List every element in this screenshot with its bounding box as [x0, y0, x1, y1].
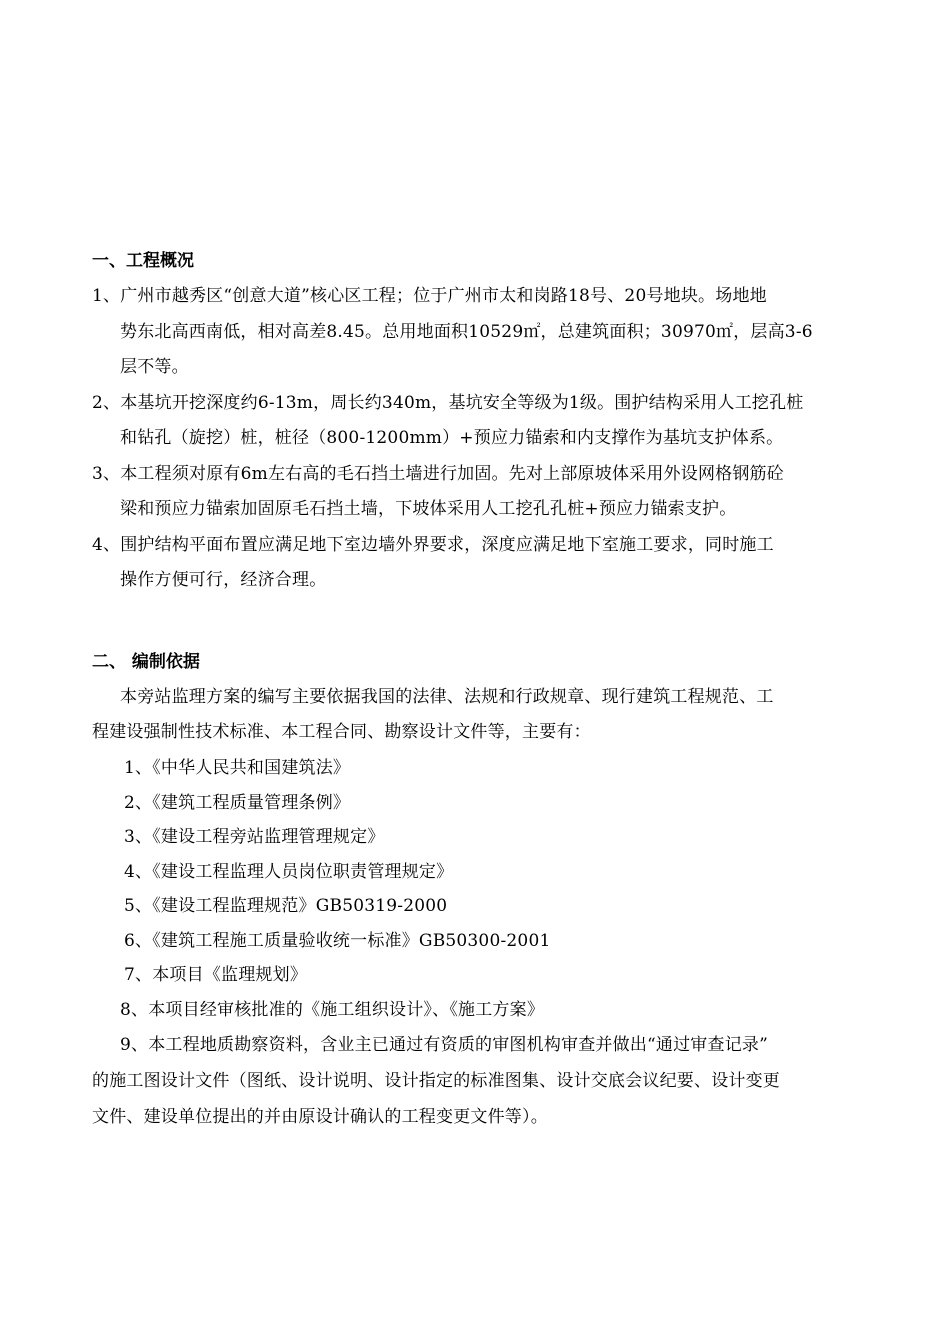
basis-list-item: 7、本项目《监理规划》: [124, 965, 308, 985]
section-heading-overview: 一、工程概况: [92, 251, 194, 271]
basis-list-item: 6、《建筑工程施工质量验收统一标准》GB50300-2001: [124, 931, 551, 951]
overview-item-4-line-1: 4、围护结构平面布置应满足地下室边墙外界要求，深度应满足地下室施工要求，同时施工: [92, 535, 774, 555]
basis-list-item: 3、《建设工程旁站监理管理规定》: [124, 827, 385, 847]
overview-item-1-line-1: 1、广州市越秀区“创意大道”核心区工程；位于广州市太和岗路18号、20号地块。场地地: [92, 286, 767, 306]
basis-item-9-line-1: 9、本工程地质勘察资料，含业主已通过有资质的审图机构审查并做出“通过审查记录”: [120, 1035, 768, 1055]
basis-list-item: 2、《建筑工程质量管理条例》: [124, 793, 351, 813]
overview-item-3-line-2: 梁和预应力锚索加固原毛石挡土墙，下坡体采用人工挖孔孔桩+预应力锚索支护。: [120, 499, 737, 519]
overview-item-1-line-3: 层不等。: [120, 357, 189, 377]
overview-item-4-line-2: 操作方便可行，经济合理。: [120, 570, 327, 590]
basis-list-item: 5、《建设工程监理规范》GB50319-2000: [124, 896, 448, 916]
basis-item-9-line-2: 的施工图设计文件（图纸、设计说明、设计指定的标准图集、设计交底会议纪要、设计变更: [92, 1071, 780, 1091]
overview-item-1-line-2: 势东北高西南低，相对高差8.45。总用地面积10529㎡，总建筑面积；30970㎡，层高3-6: [120, 322, 813, 342]
basis-item-9-line-3: 文件、建设单位提出的并由原设计确认的工程变更文件等）。: [92, 1107, 548, 1127]
overview-item-3-line-1: 3、本工程须对原有6m左右高的毛石挡土墙进行加固。先对上部原坡体采用外设网格钢筋砼: [92, 464, 784, 484]
section-heading-basis: 二、 编制依据: [92, 652, 200, 672]
basis-intro-line-2: 程建设强制性技术标准、本工程合同、勘察设计文件等，主要有：: [92, 722, 591, 742]
basis-list-item: 1、《中华人民共和国建筑法》: [124, 758, 351, 778]
overview-item-2-line-2: 和钻孔（旋挖）桩，桩径（800-1200mm）+预应力锚索和内支撑作为基坑支护体系。: [120, 428, 784, 448]
basis-list-item: 8、本项目经审核批准的《施工组织设计》、《施工方案》: [120, 1000, 545, 1020]
overview-item-2-line-1: 2、本基坑开挖深度约6-13m，周长约340m，基坑安全等级为1级。围护结构采用人工挖孔桩: [92, 393, 804, 413]
basis-list-item: 4、《建设工程监理人员岗位职责管理规定》: [124, 862, 454, 882]
basis-intro-line-1: 本旁站监理方案的编写主要依据我国的法律、法规和行政规章、现行建筑工程规范、工: [120, 687, 774, 707]
